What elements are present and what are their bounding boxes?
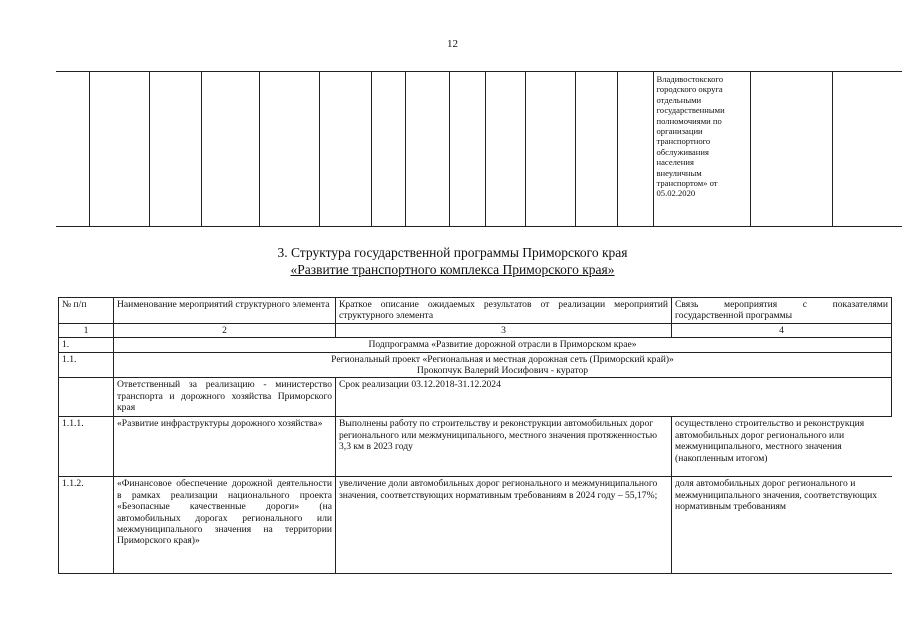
row-link: осуществлено строительство и реконструкция автомобильных дорог регионального или межмуниципального, местного значения (накопленным итогом) (672, 417, 892, 477)
continuation-cell (56, 72, 89, 227)
project-num: 1.1. (59, 352, 114, 378)
row-description: увеличение доли автомобильных дорог регионального и межмуниципального значения, соответствующих нормативным требованиям в 2024 году – 55,17%; (336, 477, 672, 574)
project-title: Региональный проект «Региональная и местная дорожная сеть (Приморский край)» (331, 353, 674, 365)
program-structure-table (58, 297, 892, 574)
continuation-cell (617, 72, 653, 227)
page-number: 12 (447, 38, 458, 50)
row-num: 1.1.2. (59, 477, 114, 574)
program-title: «Развитие транспортного комплекса Приморского края» (290, 262, 615, 277)
continuation-cell (259, 72, 319, 227)
continuation-cell (371, 72, 405, 227)
continuation-cell (319, 72, 371, 227)
header-description: Краткое описание ожидаемых результатов от реализации мероприятий структурного элемента (336, 298, 672, 324)
continuation-cell (149, 72, 201, 227)
responsible-num (59, 378, 114, 417)
header-name: Наименование мероприятий структурного элемента (114, 298, 336, 324)
table-row (59, 477, 892, 574)
col-number: 1 (59, 323, 114, 337)
column-number-row (59, 323, 892, 337)
continuation-cell (405, 72, 449, 227)
row-name: «Финансовое обеспечение дорожной деятельности в рамках реализации национального проекта «Безопасные качественные дороги» (на автомобильных дорогах регионального или межмуниципального значения на территории Приморского края)» (114, 477, 336, 574)
continuation-table (56, 71, 902, 227)
continuation-cell (201, 72, 259, 227)
continuation-note: Владивостокского городского округа отдельными государственными полномочиями по организации транспортного обслуживания населения внеуличным транспортом» от 05.02.2020 (656, 74, 725, 199)
project-curator: Прокопчук Валерий Иосифович - куратор (416, 365, 589, 377)
col-number: 4 (672, 323, 892, 337)
row-link: доля автомобильных дорог регионального и межмуниципального значения, соответствующих нормативным требованиям (672, 477, 892, 574)
continuation-cell (575, 72, 617, 227)
section-heading (0, 244, 905, 278)
section-title: 3. Структура государственной программы Приморского края (277, 245, 628, 260)
subprogram-title: Подпрограмма «Развитие дорожной отрасли в Приморском крае» (114, 338, 892, 352)
continuation-cell (89, 72, 149, 227)
project-row (59, 352, 892, 378)
row-num: 1.1.1. (59, 417, 114, 477)
row-description: Выполнены работу по строительству и реконструкции автомобильных дорог регионального или межмуниципального, местного значения протяженностью 3,3 км в 2023 году (336, 417, 672, 477)
subprogram-row (59, 338, 892, 352)
project-cell (114, 352, 892, 378)
continuation-cell (449, 72, 485, 227)
table-row (59, 417, 892, 477)
continuation-cell (485, 72, 525, 227)
continuation-cell (525, 72, 575, 227)
continuation-row (56, 72, 902, 227)
responsible-term: Срок реализации 03.12.2018-31.12.2024 (336, 378, 892, 417)
col-number: 2 (114, 323, 336, 337)
header-link: Связь мероприятия с показателями государственной программы (672, 298, 892, 324)
subprogram-num: 1. (59, 338, 114, 352)
responsible-row (59, 378, 892, 417)
row-name: «Развитие инфраструктуры дорожного хозяйства» (114, 417, 336, 477)
responsible-name: Ответственный за реализацию - министерство транспорта и дорожного хозяйства Приморского края (114, 378, 336, 417)
header-num: № п/п (59, 298, 114, 324)
continuation-cell (832, 72, 902, 227)
col-number: 3 (336, 323, 672, 337)
continuation-note-cell (653, 72, 750, 227)
continuation-cell (750, 72, 832, 227)
header-row (59, 298, 892, 324)
